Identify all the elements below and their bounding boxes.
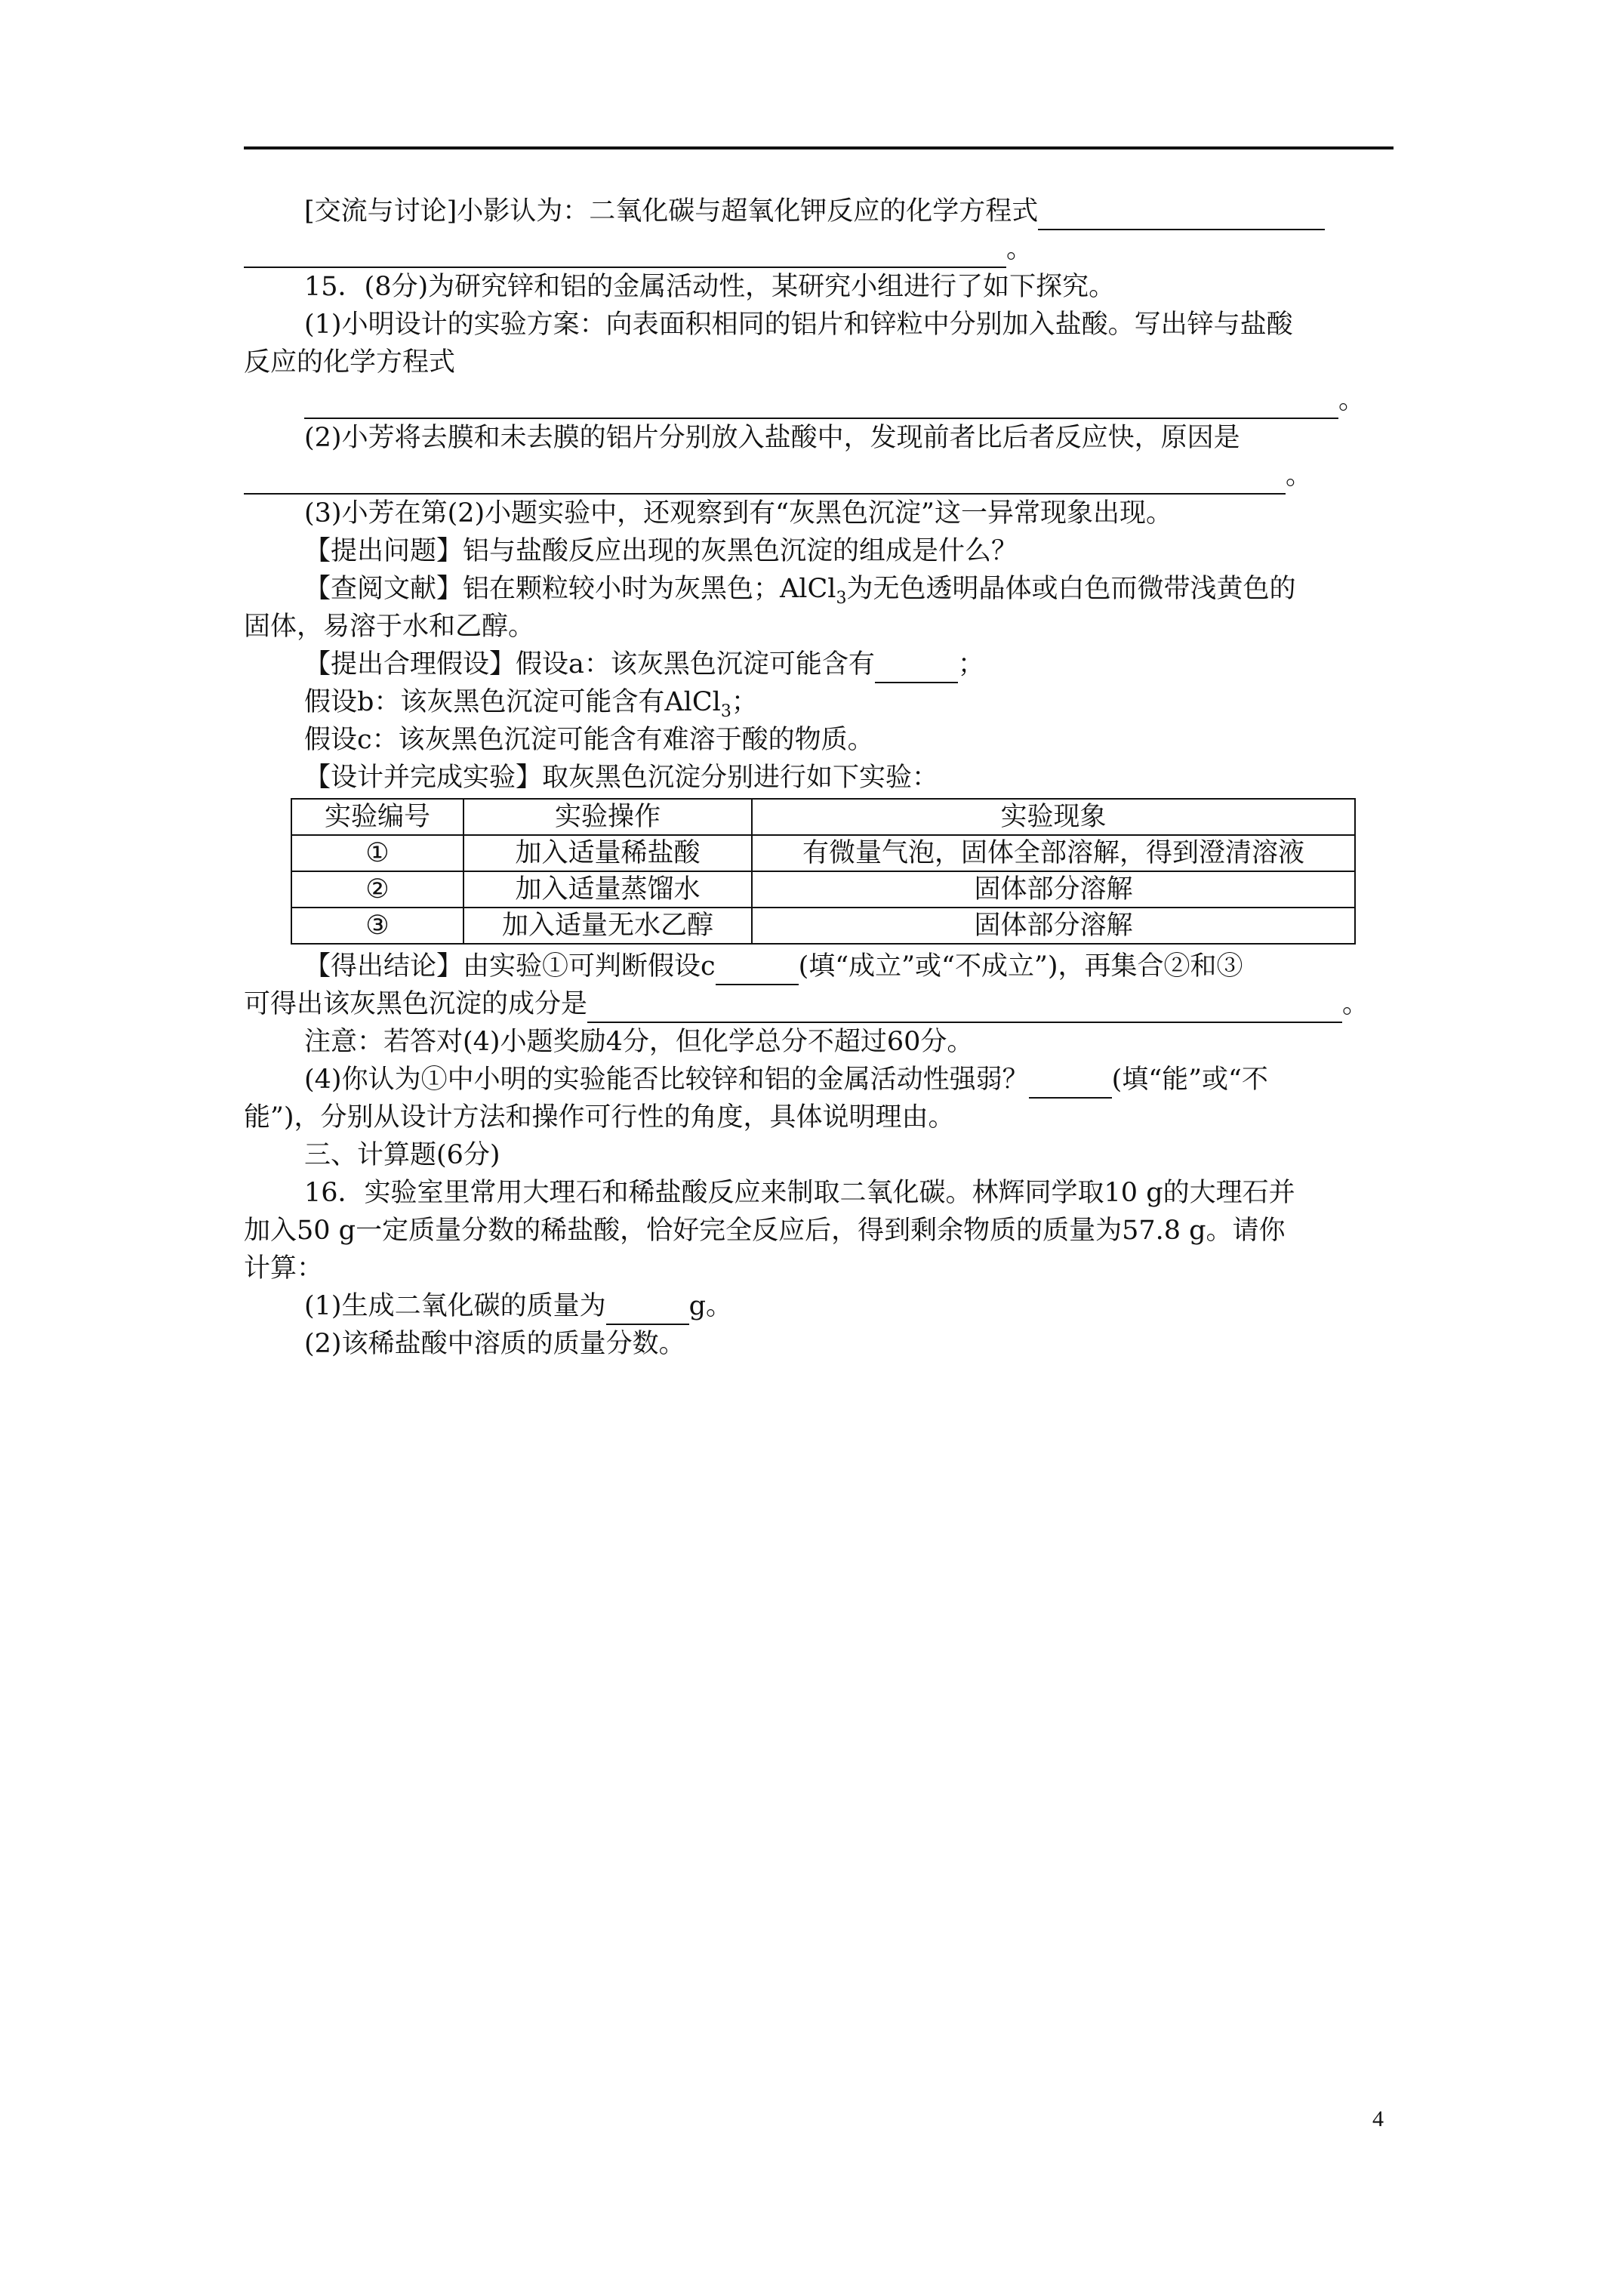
q15-part2-answer-line: 。 bbox=[244, 457, 1394, 495]
answer-blank-hypothesis-c[interactable] bbox=[716, 955, 799, 985]
header-rule bbox=[244, 146, 1394, 149]
table-header: 实验现象 bbox=[752, 799, 1355, 835]
table-cell: 固体部分溶解 bbox=[752, 871, 1355, 908]
table-header-row bbox=[291, 799, 1355, 835]
table-row bbox=[291, 908, 1355, 944]
bonus-note: 注意：若答对(4)小题奖励4分，但化学总分不超过60分。 bbox=[304, 1027, 974, 1057]
hypothesis-a: 【提出合理假设】假设a：该灰黑色沉淀可能含有 ； bbox=[244, 646, 1394, 683]
table-cell: 加入适量无水乙醇 bbox=[463, 908, 752, 944]
table-cell: ② bbox=[291, 871, 463, 908]
answer-blank-can-compare[interactable] bbox=[1029, 1068, 1112, 1099]
q15-part3: (3)小芳在第(2)小题实验中，还观察到有“灰黑色沉淀”这一异常现象出现。 bbox=[304, 498, 1172, 529]
question-16-calc: 计算： bbox=[244, 1253, 324, 1284]
table-cell: 加入适量稀盐酸 bbox=[463, 835, 752, 871]
table-row bbox=[291, 835, 1355, 871]
q15-part4: (4)你认为①中小明的实验能否比较锌和铝的金属活动性强弱？ (填“能”或“不 bbox=[244, 1061, 1394, 1099]
answer-blank-co2-mass[interactable] bbox=[606, 1295, 689, 1325]
table-row bbox=[291, 871, 1355, 908]
table-cell: ① bbox=[291, 835, 463, 871]
question-16-cont: 加入50 g一定质量分数的稀盐酸，恰好完全反应后，得到剩余物质的质量为57.8 g。请你 bbox=[244, 1216, 1286, 1246]
question-15-title: 15．(8分)为研究锌和铝的金属活动性，某研究小组进行了如下探究。 bbox=[304, 272, 1116, 302]
answer-blank-reason[interactable] bbox=[244, 464, 1286, 495]
literature-line: 【查阅文献】铝在颗粒较小时为灰黑色；AlCl$_3$为无色透明晶体或白色而微带浅黄色的 bbox=[304, 574, 1296, 608]
raise-question: 【提出问题】铝与盐酸反应出现的灰黑色沉淀的组成是什么？ bbox=[304, 536, 1018, 566]
q15-part4-cont: 能”)，分别从设计方法和操作可行性的角度，具体说明理由。 bbox=[244, 1102, 955, 1133]
page-number: 4 bbox=[1372, 2106, 1384, 2131]
answer-blank-composition[interactable] bbox=[587, 993, 1342, 1023]
q15-part1-cont: 反应的化学方程式 bbox=[244, 347, 456, 378]
discussion-line bbox=[244, 193, 1394, 230]
table-cell: ③ bbox=[291, 908, 463, 944]
answer-blank-equation-cont[interactable] bbox=[244, 238, 1006, 268]
answer-blank-hypothesis-a[interactable] bbox=[875, 653, 958, 683]
q15-part2: (2)小芳将去膜和未去膜的铝片分别放入盐酸中，发现前者比后者反应快，原因是 bbox=[304, 423, 1240, 453]
literature-cont: 固体，易溶于水和乙醇。 bbox=[244, 612, 535, 642]
design-experiment: 【设计并完成实验】取灰黑色沉淀分别进行如下实验： bbox=[304, 763, 939, 793]
exam-content bbox=[244, 193, 1394, 1363]
q15-part1: (1)小明设计的实验方案：向表面积相同的铝片和锌粒中分别加入盐酸。写出锌与盐酸 bbox=[304, 310, 1293, 340]
hypothesis-c: 假设c：该灰黑色沉淀可能含有难溶于酸的物质。 bbox=[304, 725, 874, 755]
table-header: 实验编号 bbox=[291, 799, 463, 835]
table-cell: 固体部分溶解 bbox=[752, 908, 1355, 944]
table-header: 实验操作 bbox=[463, 799, 752, 835]
experiment-table bbox=[291, 798, 1356, 945]
section-calculation: 三、计算题(6分) bbox=[304, 1140, 500, 1170]
question-16: 16．实验室里常用大理石和稀盐酸反应来制取二氧化碳。林辉同学取10 g的大理石并 bbox=[304, 1178, 1295, 1208]
q15-part1-answer-line: 。 bbox=[244, 381, 1394, 419]
table-cell: 有微量气泡，固体全部溶解，得到澄清溶液 bbox=[752, 835, 1355, 871]
answer-blank-zinc-equation[interactable] bbox=[304, 389, 1338, 419]
conclusion-line: 【得出结论】由实验①可判断假设c (填“成立”或“不成立”)，再集合②和③ bbox=[244, 948, 1394, 985]
answer-blank-equation[interactable] bbox=[1038, 200, 1325, 230]
discussion-text: [交流与讨论]小影认为：二氧化碳与超氧化钾反应的化学方程式 bbox=[304, 196, 1039, 227]
conclusion-cont: 可得出该灰黑色沉淀的成分是 。 bbox=[244, 985, 1394, 1023]
hypothesis-b: 假设b：该灰黑色沉淀可能含有AlCl$_3$； bbox=[304, 687, 758, 721]
q16-part2: (2)该稀盐酸中溶质的质量分数。 bbox=[304, 1329, 685, 1359]
discussion-continuation: 。 bbox=[244, 230, 1394, 268]
q16-part1: (1)生成二氧化碳的质量为 g。 bbox=[244, 1287, 1394, 1325]
table-cell: 加入适量蒸馏水 bbox=[463, 871, 752, 908]
